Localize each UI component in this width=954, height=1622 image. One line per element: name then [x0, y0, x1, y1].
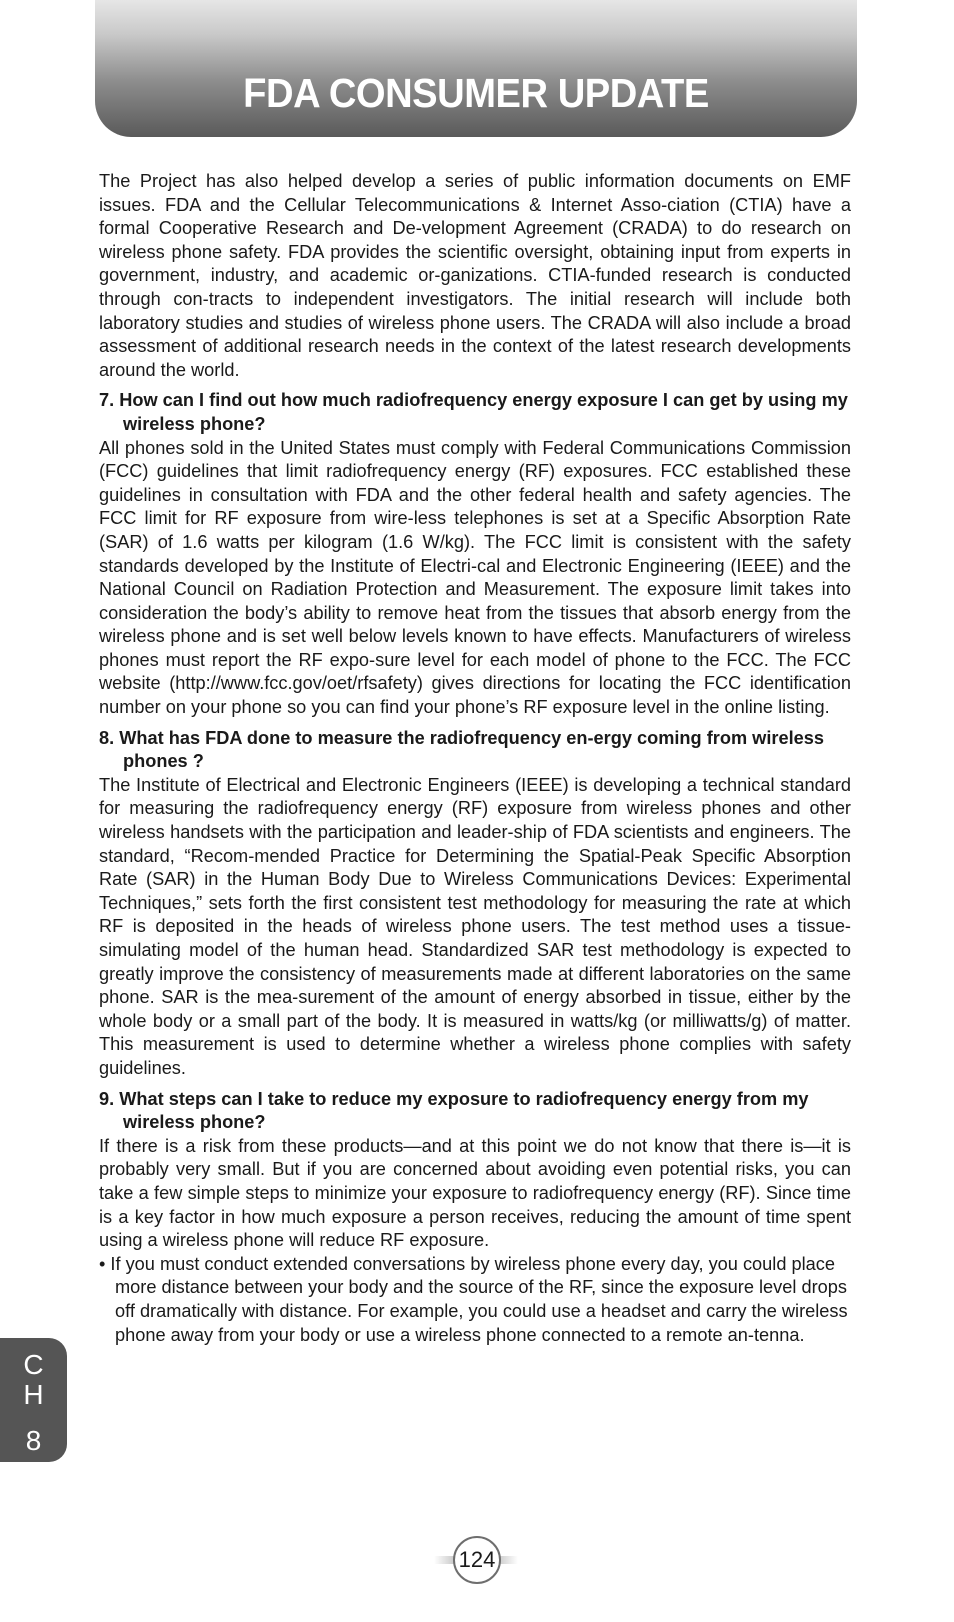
answer-9: If there is a risk from these products—and at this point we do not know that there is—it is probably very small. But if you are concerned about avoiding even potential risks, you can take a few simple steps to minimize your exposure to radiofrequency energy (RF). Since time is a key factor in how much exposure a person receives, reducing the amount of time spent using a wireless phone will reduce RF exposure.: [99, 1135, 851, 1251]
main-content: [99, 170, 851, 1347]
question-7: 7. How can I find out how much radiofrequency energy exposure I can get by using my wireless phone?: [99, 390, 848, 434]
chapter-letter-h: H: [23, 1379, 44, 1410]
question-9: 9. What steps can I take to reduce my exposure to radiofrequency energy from my wireless phone?: [99, 1088, 809, 1133]
intro-paragraph: The Project has also helped develop a series of public information documents on EMF issues. FDA and the Cellular Telecommunications & Internet Asso-ciation (CTIA) have a formal Cooperative Research and De-velopment Agreement (CRADA) to do research on wireless phone safety. FDA provides the scientific oversight, obtaining input from experts in government, industry, and academic or-ganizations. CTIA-funded research is conducted through con-tracts to independent investigators. The initial research will include both laboratory studies and studies of wireless phone users. The CRADA will also include a broad assessment of additional research needs in the context of the latest research developments around the world.: [99, 171, 851, 380]
bullet-item: • If you must conduct extended conversations by wireless phone every day, you could place more distance between your body and the source of the RF, since the exposure level drops off dramatically with distance. For example, you could use a headset and carry the wireless phone away from your body or use a wireless phone connected to a remote an-tenna.: [99, 1253, 848, 1345]
page-title: FDA CONSUMER UPDATE: [243, 70, 709, 116]
question-8: 8. What has FDA done to measure the radiofrequency en-ergy coming from wireless phones ?: [99, 727, 824, 772]
page-number-badge: [434, 1536, 518, 1584]
header-banner: [95, 0, 857, 137]
answer-7: All phones sold in the United States must comply with Federal Communications Commission (FCC) guidelines that limit radiofrequency energy (RF) exposures. FCC established these guidelines in consultation with FDA and the other federal health and safety agencies. The FCC limit for RF exposure from wire-less telephones is set at a Specific Absorption Rate (SAR) of 1.6 watts per kilogram (1.6 W/kg). The FCC limit is consistent with the safety standards developed by the Institute of Electri-cal and Electronic Engineering (IEEE) and the National Council on Radiation Protection and Measurement. The exposure limit takes into consideration the body’s ability to remove heat from the tissues that absorb energy from the wireless phone and is set well below levels known to have effects. Manufacturers of wireless phones must report the RF expo-sure level for each model of phone to the FCC. The FCC website (http://www.fcc.gov/oet/rfsafety) gives directions for locating the FCC identification number on your phone so you can find your phone’s RF exposure level in the online listing.: [99, 437, 851, 718]
answer-8: The Institute of Electrical and Electronic Engineers (IEEE) is developing a technical standard for measuring the radiofrequency energy (RF) exposure from wireless phones and other wireless handsets with the participation and leader-ship of FDA scientists and engineers. The standard, “Recom-mended Practice for Determining the Spatial-Peak Specific Absorption Rate (SAR) in the Human Body Due to Wireless Communications Devices: Experimental Techniques,” sets forth the first consistent test methodology for measuring the rate at which RF is deposited in the heads of wireless phone users. The test method uses a tissue-simulating model of the human head. Standardized SAR test methodology is expected to greatly improve the consistency of measurements made at different laboratories on the same phone. SAR is the mea-surement of the amount of energy absorbed in tissue, either by the whole body or a small part of the body. It is measured in watts/kg (or milliwatts/g) of matter. This measurement is used to determine whether a wireless phone complies with safety guidelines.: [99, 774, 851, 1078]
chapter-number: 8: [25, 1425, 42, 1456]
chapter-letter-c: C: [23, 1349, 44, 1380]
page-number: 124: [453, 1536, 501, 1584]
chapter-tab: [0, 1338, 67, 1462]
chapter-label: [0, 1350, 67, 1410]
